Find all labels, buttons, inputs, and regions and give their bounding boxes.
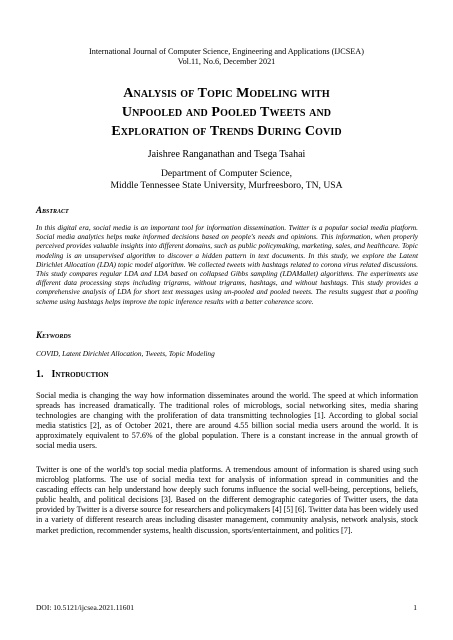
keywords-text: COVID, Latent Dirichlet Allocation, Tweets, Topic Modeling bbox=[36, 349, 215, 358]
journal-name: International Journal of Computer Science, Engineering and Applications (IJCSEA) bbox=[89, 47, 364, 56]
journal-volume: Vol.11, No.6, December 2021 bbox=[177, 57, 276, 66]
authors: Jaishree Ranganathan and Tsega Tsahai bbox=[147, 149, 306, 160]
abstract-text: In this digital era, social media is an important tool for information dissemination. Twitter is a popular social media platform. Social media analytics helps make informed decisions based on people's needs and opinions. This information, when properly perceived provides valuable insights into different domains, such as public policymaking, marketing, sales, and healthcare. Topic modeling is an unsupervised algorithm to discover a hidden pattern in text documents. In this study, we explore the Latent Dirichlet Allocation (LDA) topic model algorithm. We collected tweets with hashtags related to corona virus related discussions. This study compares regular LDA and LDA based on collapsed Gibbs sampling (LDAMallet) algorithms. The experiments use different data processing steps including trigrams, without trigrams, hashtags, and without hashtags. This study provides a comprehensive analysis of LDA for short text messages using un-pooled and pooled tweets. The results suggest that a pooling scheme using hashtags helps improve the topic inference results with a better coherence score. bbox=[36, 223, 418, 306]
affiliation bbox=[0, 168, 453, 192]
section-number: 1. bbox=[36, 369, 44, 380]
keywords-heading: Keywords bbox=[36, 330, 72, 340]
affiliation-university: Middle Tennessee State University, Murfreesboro, TN, USA bbox=[110, 180, 343, 191]
title-line-3: Exploration of Trends During Covid bbox=[111, 124, 342, 139]
affiliation-department: Department of Computer Science, bbox=[160, 168, 293, 179]
title-line-1: Analysis of Topic Modeling with bbox=[123, 86, 330, 101]
page-number: 1 bbox=[413, 603, 417, 612]
section-title: Introduction bbox=[51, 369, 109, 380]
paper-title bbox=[0, 84, 453, 141]
footer-doi: DOI: 10.5121/ijcsea.2021.11601 bbox=[36, 603, 135, 612]
introduction-paragraph-2: Twitter is one of the world's top social media platforms. A tremendous amount of information is shared using such microblog platforms. The use of social media text for analysis of information spread in communities and the cascading effects can help understand how deeply such forums influence the social well-being, perceptions, beliefs, public health, and political decisions [3]. Based on the different demographic categories of Twitter users, the data provided by Twitter is a diverse source for researchers and policymakers [4] [5] [6]. Twitter data has been widely used in a variety of different research areas including disaster management, community analysis, network analysis, stock market prediction, recommender systems, health discussion, sports/entertainment, and politics [7]. bbox=[36, 465, 418, 535]
introduction-paragraph-1: Social media is changing the way how information disseminates around the world. The speed at which information spreads has increased dramatically. The traditional roles of microblogs, social networking sites, media sharing technologies are changing with the proliferation of data transmitting technologies [1]. According to global social media statistics [2], as of October 2021, there are around 4.55 billion social media users around the world. It is approximately equivalent to 57.6% of the global population. There is a constant increase in the annual growth of social media users. bbox=[36, 391, 418, 451]
abstract-heading: Abstract bbox=[36, 205, 69, 215]
title-line-2: Unpooled and Pooled Tweets and bbox=[121, 105, 332, 120]
journal-header bbox=[0, 47, 453, 67]
introduction-heading bbox=[36, 369, 109, 380]
